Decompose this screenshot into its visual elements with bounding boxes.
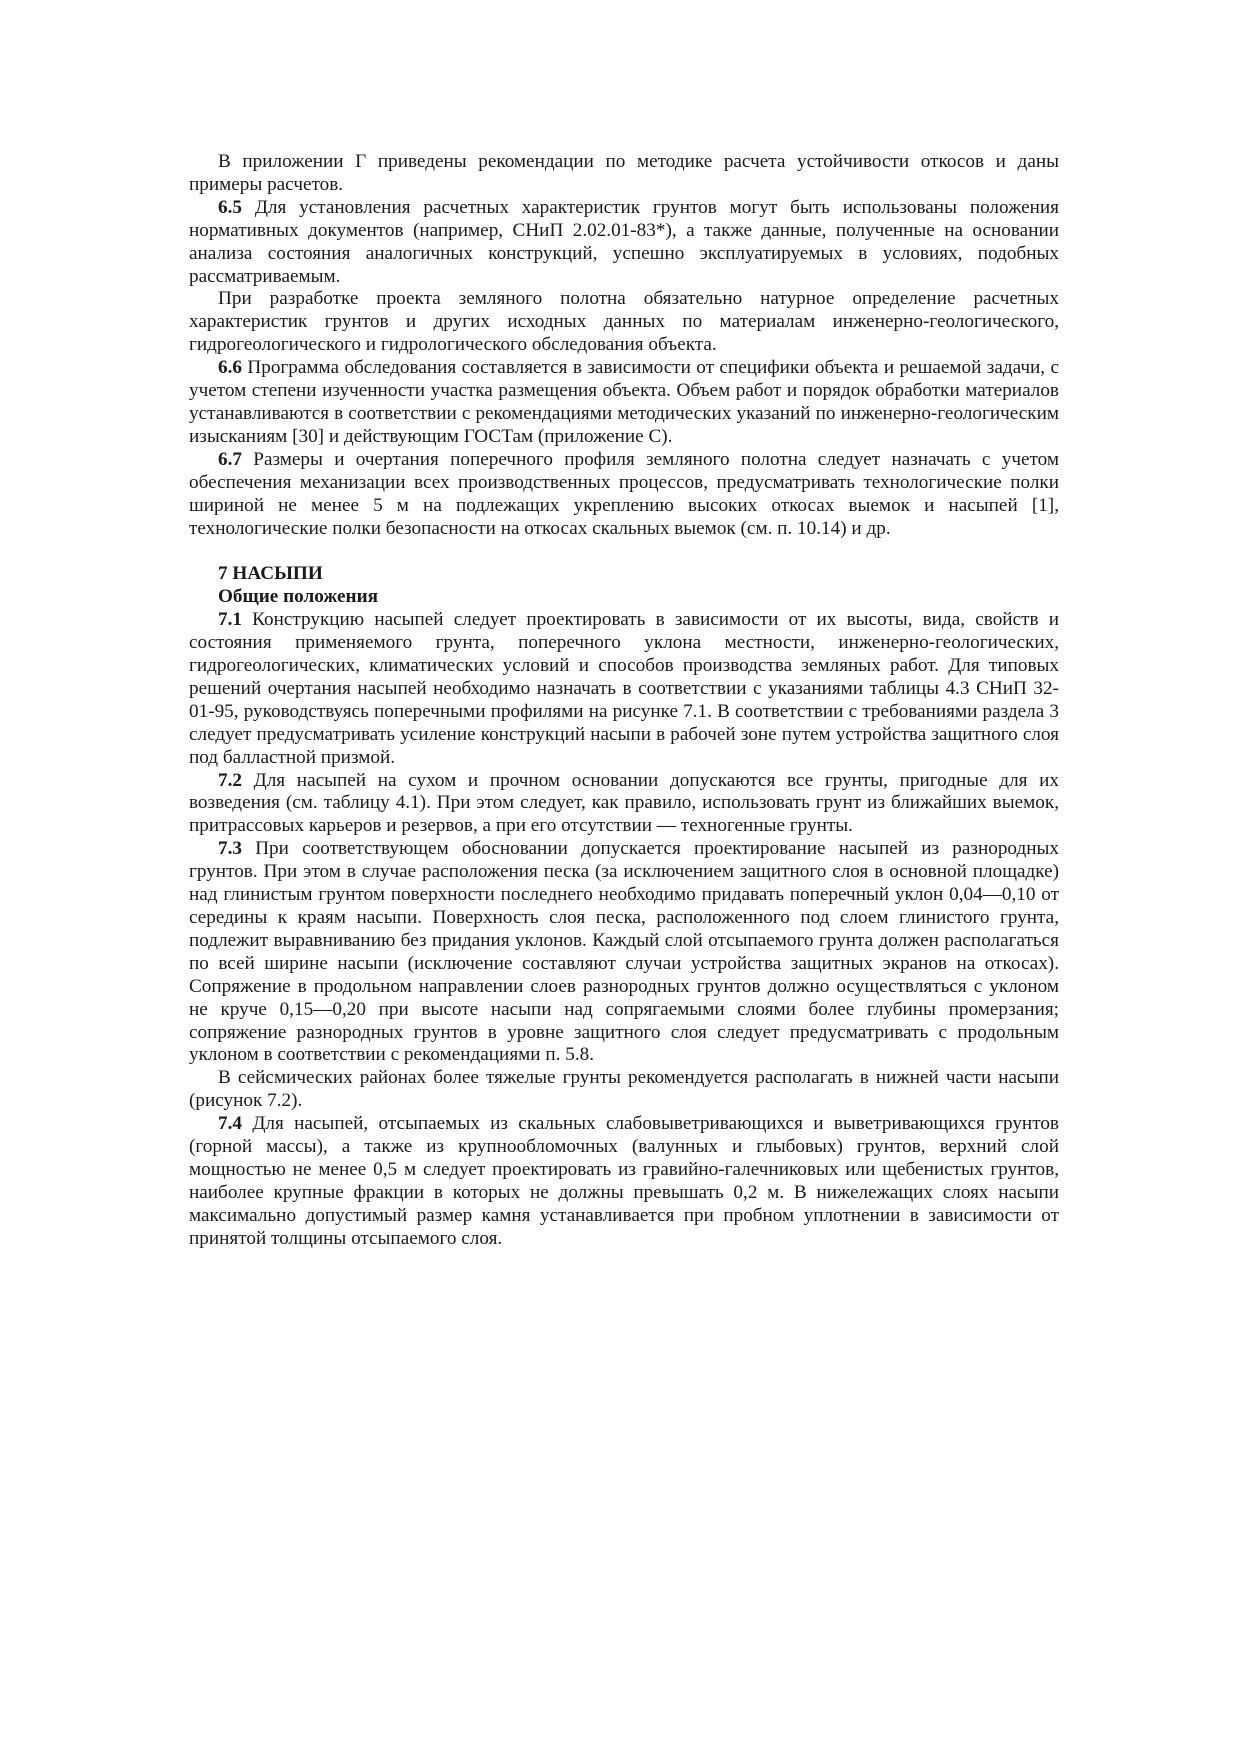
paragraph-text: Для насыпей на сухом и прочном основании допускаются все грунты, пригодные для их возведения (см. таблицу 4.1). При этом следует, как правило, использовать грунт из ближайших выемок, притрассовых карьеров и резервов, а при его отсутствии — техногенные грунты.	[189, 769, 1059, 837]
paragraph-text: Конструкцию насыпей следует проектировать в зависимости от их высоты, вида, свойств и состояния применяемого грунта, поперечного уклона местности, инженерно-геологических, гидрогеологических, климатических условий и способов производства земляных работ. Для типовых решений очертания насыпей необходимо назначать в соответствии с указаниями таблицы 4.3 СНиП 32-01-95, руководствуясь поперечными профилями на рисунке 7.1. В соответствии с требованиями раздела 3 следует предусматривать усиление конструкций насыпи в рабочей зоне путем устройства защитного слоя под балластной призмой.	[189, 609, 1059, 768]
clause-number: 7.1	[218, 609, 242, 631]
section-spacer	[189, 540, 1059, 563]
clause-number: 6.6	[218, 357, 242, 379]
paragraph-text: При соответствующем обосновании допускается проектирование насыпей из разнородных грунтов. При этом в случае расположения песка (за исключением защитного слоя в основной площадке) над глинистым грунтом поверхности последнего необходимо придавать поперечный уклон 0,04—0,10 от середины к краям насыпи. Поверхность слоя песка, расположенного под слоем глинистого грунта, подлежит выравниванию без придания уклонов. Каждый слой отсыпаемого грунта должен располагаться по всей ширине насыпи (исключение составляют случаи устройства защитных экранов на откосах). Сопряжение в продольном направлении слоев разнородных грунтов должно осуществляться с уклоном не круче 0,15—0,20 при высоте насыпи над сопрягаемыми слоями более глубины промерзания; сопряжение разнородных грунтов в уровне защитного слоя следует предусматривать с продольным уклоном в соответствии с рекомендациями п. 5.8.	[189, 838, 1059, 1066]
clause-number: 6.5	[218, 196, 242, 218]
paragraph-6-5	[189, 197, 1059, 289]
paragraph-text: В приложении Г приведены рекомендации по методике расчета устойчивости откосов и даны примеры расчетов.	[189, 151, 1059, 195]
clause-number: 6.7	[218, 448, 242, 470]
paragraph-7-4	[189, 1113, 1059, 1250]
paragraph-text: Для установления расчетных характеристик грунтов могут быть использованы положения нормативных документов (например, СНиП 2.02.01-83*), а также данные, полученные на основании анализа состояния аналогичных конструкций, успешно эксплуатируемых в условиях, подобных рассматриваемым.	[189, 196, 1059, 287]
clause-number: 7.4	[218, 1113, 242, 1135]
paragraph-text: Программа обследования составляется в зависимости от специфики объекта и решаемой задачи, с учетом степени изученности участка размещения объекта. Объем работ и порядок обработки материалов устанавливаются в соответствии с рекомендациями методических указаний по инженерно-геологическим изысканиям [30] и действующим ГОСТам (приложение С).	[189, 357, 1059, 447]
clause-number: 7.2	[218, 769, 242, 791]
clause-number: 7.3	[218, 838, 242, 860]
subsection-title: Общие положения	[218, 586, 379, 608]
paragraph-text: При разработке проекта земляного полотна обязательно натурное определение расчетных характеристик грунтов и других исходных данных по материалам инженерно-геологического, гидрогеологического и гидрологического обследования объекта.	[189, 288, 1059, 356]
paragraph	[189, 1067, 1059, 1113]
paragraph-text: Размеры и очертания поперечного профиля земляного полотна следует назначать с учетом обеспечения механизации всех производственных процессов, предусматривать технологические полки шириной не менее 5 м на подлежащих укреплению высоких откосах выемок и насыпей [1], технологические полки безопасности на откосах скальных выемок (см. п. 10.14) и др.	[189, 448, 1059, 539]
paragraph	[189, 288, 1059, 357]
paragraph-7-2	[189, 770, 1059, 839]
paragraph-text: Для насыпей, отсыпаемых из скальных слабовыветривающихся и выветривающихся грунтов (горной массы), а также из крупнообломочных (валунных и глыбовых) грунтов, верхний слой мощностью не менее 0,5 м следует проектировать из гравийно-галечниковых или щебенистых грунтов, наиболее крупные фракции в которых не должны превышать 0,2 м. В нижележащих слоях насыпи максимально допустимый размер камня устанавливается при пробном уплотнении в зависимости от принятой толщины отсыпаемого слоя.	[189, 1113, 1059, 1249]
document-page	[189, 151, 1059, 1251]
paragraph-7-1	[189, 609, 1059, 769]
paragraph-7-3	[189, 838, 1059, 1067]
paragraph-text: В сейсмических районах более тяжелые грунты рекомендуется располагать в нижней части насыпи (рисунок 7.2).	[189, 1067, 1059, 1112]
paragraph-6-7	[189, 449, 1059, 541]
paragraph-6-6	[189, 357, 1059, 449]
section-title: 7 НАСЫПИ	[218, 563, 323, 585]
paragraph	[189, 151, 1059, 197]
